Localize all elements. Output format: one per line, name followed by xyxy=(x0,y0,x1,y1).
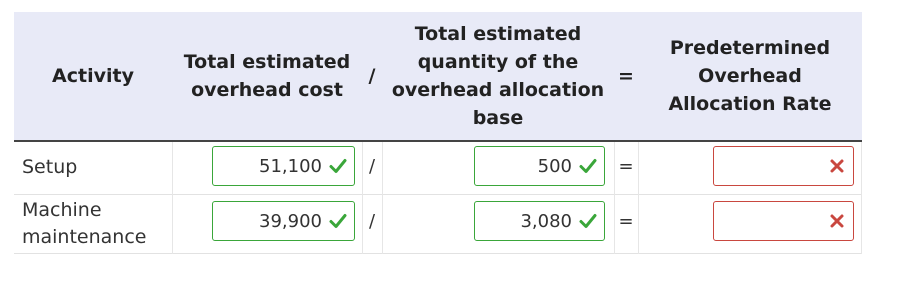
activity-name-line-1: Machine xyxy=(22,199,102,221)
header-total-overhead-line-2: overhead cost xyxy=(191,79,343,101)
header-equals-symbol: = xyxy=(618,65,634,87)
overhead-cost-input-machine-maintenance[interactable] xyxy=(212,201,355,241)
activity-label-setup xyxy=(22,154,77,181)
column-divider xyxy=(638,142,639,254)
allocation-base-value: 3,080 xyxy=(520,210,572,232)
table-bottom-border xyxy=(14,253,862,254)
activity-label-machine-maintenance xyxy=(22,197,146,251)
equals-symbol: = xyxy=(618,155,634,177)
header-quantity-line-1: Total estimated xyxy=(414,23,582,45)
check-icon xyxy=(328,211,348,231)
equals-operator xyxy=(614,146,638,186)
activity-name: Setup xyxy=(22,156,78,178)
header-rate-line-2: Overhead xyxy=(698,65,802,87)
column-divider xyxy=(861,142,862,254)
overhead-cost-input-setup[interactable] xyxy=(212,146,355,186)
header-predetermined-rate xyxy=(638,12,862,140)
column-divider xyxy=(382,142,383,254)
header-equals-operator xyxy=(614,12,638,140)
header-total-overhead-line-1: Total estimated xyxy=(183,51,351,73)
divide-symbol: / xyxy=(368,155,376,177)
header-activity xyxy=(14,12,172,140)
header-quantity-line-4: base xyxy=(472,107,524,129)
check-icon xyxy=(578,156,598,176)
cross-icon xyxy=(827,156,847,176)
divide-operator xyxy=(362,146,382,186)
divide-operator xyxy=(362,201,382,241)
activity-name-line-2: maintenance xyxy=(22,226,147,248)
header-quantity-line-2: quantity of the xyxy=(417,51,579,73)
check-icon xyxy=(328,156,348,176)
overhead-allocation-table xyxy=(14,12,862,254)
equals-operator xyxy=(614,201,638,241)
header-total-overhead-cost xyxy=(172,12,362,140)
column-divider xyxy=(172,142,173,254)
predetermined-rate-input-machine-maintenance[interactable] xyxy=(713,201,854,241)
allocation-base-value: 500 xyxy=(537,155,572,177)
allocation-base-input-machine-maintenance[interactable] xyxy=(474,201,605,241)
header-quantity-allocation-base xyxy=(382,12,614,140)
check-icon xyxy=(578,211,598,231)
header-quantity-line-3: overhead allocation xyxy=(391,79,605,101)
predetermined-rate-input-setup[interactable] xyxy=(713,146,854,186)
header-rate-line-1: Predetermined xyxy=(669,37,831,59)
divide-symbol: / xyxy=(368,210,376,232)
overhead-cost-value: 39,900 xyxy=(259,210,322,232)
header-divide-operator xyxy=(362,12,382,140)
equals-symbol: = xyxy=(618,210,634,232)
header-divide-symbol: / xyxy=(368,65,376,87)
header-rate-line-3: Allocation Rate xyxy=(668,93,832,115)
allocation-base-input-setup[interactable] xyxy=(474,146,605,186)
overhead-cost-value: 51,100 xyxy=(259,155,322,177)
cross-icon xyxy=(827,211,847,231)
header-activity-label: Activity xyxy=(52,65,134,87)
